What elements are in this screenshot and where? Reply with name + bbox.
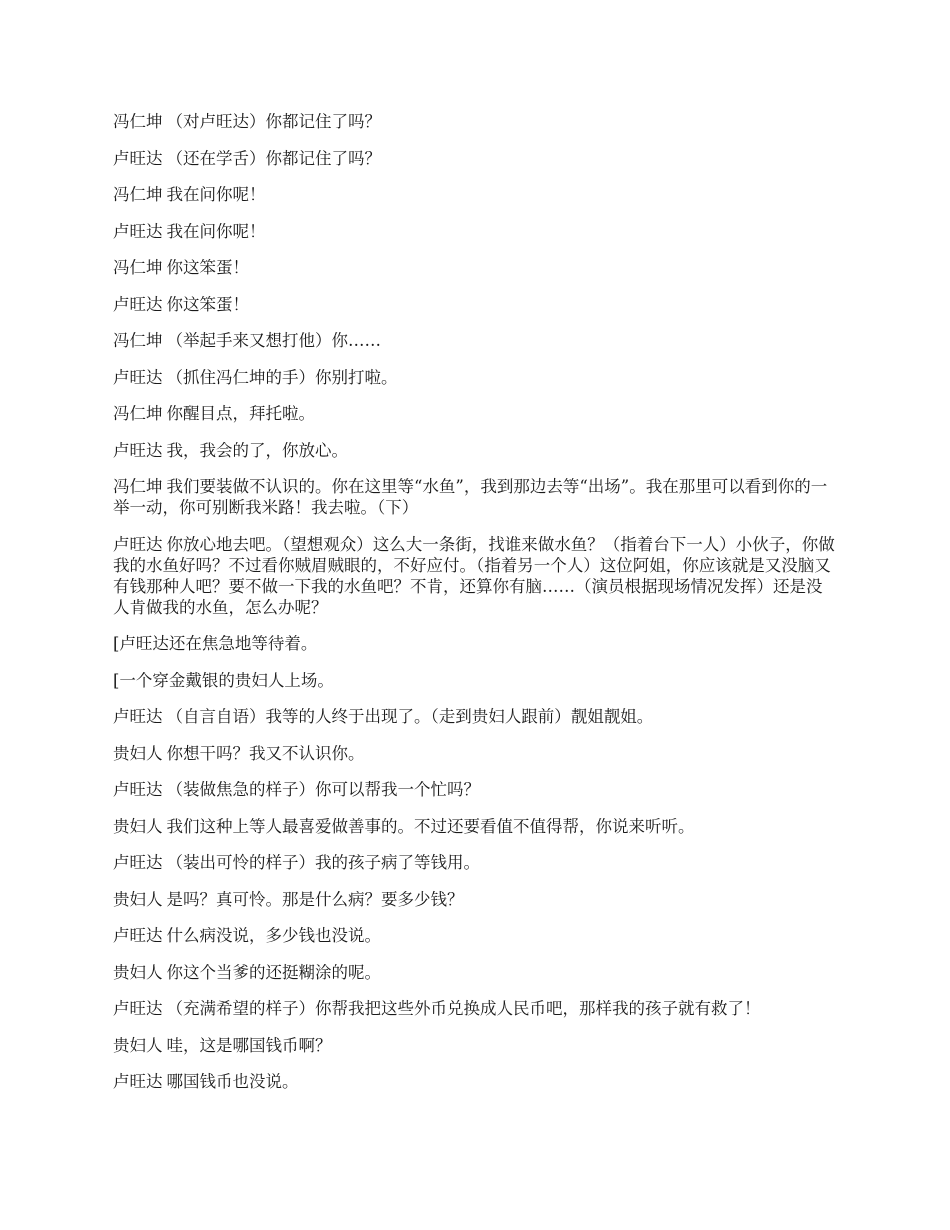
dialogue-line bbox=[113, 706, 838, 727]
dialogue-text: 你想干吗？我又不认识你。 bbox=[166, 743, 365, 763]
speaker-name: 卢旺达 bbox=[113, 367, 163, 387]
speaker-name: 卢旺达 bbox=[113, 926, 163, 945]
speaker-name: 贵妇人 bbox=[113, 1035, 163, 1055]
dialogue-line bbox=[113, 779, 838, 800]
dialogue-line bbox=[113, 852, 838, 873]
dialogue-line bbox=[113, 476, 838, 518]
dialogue-line bbox=[113, 743, 838, 764]
dialogue-text: 哪国钱币也没说。 bbox=[166, 1072, 299, 1091]
dialogue-line bbox=[113, 1071, 838, 1092]
stage-direction-text: [一个穿金戴银的贵妇人上场。 bbox=[113, 670, 334, 690]
speaker-name: 贵妇人 bbox=[113, 889, 163, 909]
speaker-name: 贵妇人 bbox=[113, 816, 163, 836]
dialogue-line bbox=[113, 816, 838, 837]
dialogue-line bbox=[113, 925, 838, 946]
dialogue-line bbox=[113, 962, 838, 983]
speaker-name: 冯仁坤 bbox=[113, 331, 163, 350]
stage-direction bbox=[113, 633, 838, 654]
dialogue-line bbox=[113, 367, 838, 388]
dialogue-text: 你醒目点，拜托啦。 bbox=[166, 404, 315, 423]
speaker-name: 卢旺达 bbox=[113, 440, 163, 460]
dialogue-text: 我，我会的了，你放心。 bbox=[166, 440, 348, 460]
dialogue-text: 我们要装做不认识的。你在这里等“水鱼”，我到那边去等“出场”。我在那里可以看到你的一举一动，你可别断我米路！我去啦。（下） bbox=[113, 477, 828, 517]
dialogue-text: 你这个当爹的还挺糊涂的呢。 bbox=[166, 962, 381, 982]
speaker-name: 冯仁坤 bbox=[113, 185, 163, 204]
dialogue-text: 你这笨蛋！ bbox=[166, 258, 249, 277]
dialogue-text: 什么病没说，多少钱也没说。 bbox=[166, 926, 381, 945]
dialogue-line bbox=[113, 257, 838, 278]
dialogue-text: （还在学舌）你都记住了吗？ bbox=[166, 148, 381, 168]
script-text bbox=[113, 111, 838, 1108]
dialogue-text: （装出可怜的样子）我的孩子病了等钱用。 bbox=[166, 853, 480, 872]
speaker-name: 冯仁坤 bbox=[113, 404, 163, 423]
dialogue-line bbox=[113, 403, 838, 424]
speaker-name: 卢旺达 bbox=[113, 294, 163, 314]
speaker-name: 冯仁坤 bbox=[113, 258, 163, 277]
dialogue-text: 我在问你呢！ bbox=[166, 221, 266, 241]
dialogue-line bbox=[113, 1035, 838, 1056]
dialogue-line bbox=[113, 221, 838, 242]
speaker-name: 卢旺达 bbox=[113, 780, 163, 799]
dialogue-text: 我在问你呢！ bbox=[166, 185, 266, 204]
dialogue-text: 我们这种上等人最喜爱做善事的。不过还要看值不值得帮，你说来听听。 bbox=[166, 816, 695, 836]
dialogue-text: （抓住冯仁坤的手）你别打啦。 bbox=[166, 367, 398, 387]
stage-direction-text: [卢旺达还在焦急地等待着。 bbox=[113, 634, 318, 653]
dialogue-text: 你放心地去吧。（望想观众）这么大一条街，找谁来做水鱼？（指着台下一人）小伙子，你做我的水鱼好吗？不过看你贼眉贼眼的，不好应付。（指着另一个人）这位阿姐，你应该就是又没脑又有钱那种人吧？要不做一下我的水鱼吧？不肯，还算你有脑……（演员根据现场情况发挥）还是没人肯做我的水鱼，怎么办呢？ bbox=[113, 534, 835, 617]
dialogue-text: 哇，这是哪国钱币啊？ bbox=[166, 1035, 332, 1055]
speaker-name: 冯仁坤 bbox=[113, 112, 163, 131]
stage-direction bbox=[113, 670, 838, 691]
dialogue-line bbox=[113, 184, 838, 205]
dialogue-line bbox=[113, 111, 838, 132]
dialogue-text: （对卢旺达）你都记住了吗？ bbox=[166, 112, 381, 131]
dialogue-text: 是吗？真可怜。那是什么病？要多少钱？ bbox=[166, 889, 464, 909]
speaker-name: 贵妇人 bbox=[113, 962, 163, 982]
dialogue-text: （自言自语）我等的人终于出现了。（走到贵妇人跟前）靓姐靓姐。 bbox=[166, 707, 654, 726]
dialogue-line bbox=[113, 889, 838, 910]
speaker-name: 冯仁坤 bbox=[113, 477, 163, 496]
speaker-name: 卢旺达 bbox=[113, 148, 163, 168]
speaker-name: 卢旺达 bbox=[113, 221, 163, 241]
dialogue-line bbox=[113, 440, 838, 461]
speaker-name: 卢旺达 bbox=[113, 999, 163, 1018]
dialogue-text: （装做焦急的样子）你可以帮我一个忙吗？ bbox=[166, 780, 480, 799]
dialogue-line bbox=[113, 294, 838, 315]
dialogue-text: （举起手来又想打他）你…… bbox=[166, 331, 381, 350]
dialogue-line bbox=[113, 998, 838, 1019]
dialogue-text: 你这笨蛋！ bbox=[166, 294, 249, 314]
dialogue-line bbox=[113, 534, 838, 618]
dialogue-text: （充满希望的样子）你帮我把这些外币兑换成人民币吧，那样我的孩子就有救了！ bbox=[166, 999, 761, 1018]
speaker-name: 卢旺达 bbox=[113, 534, 163, 554]
speaker-name: 卢旺达 bbox=[113, 853, 163, 872]
speaker-name: 卢旺达 bbox=[113, 707, 163, 726]
dialogue-line bbox=[113, 148, 838, 169]
dialogue-line bbox=[113, 330, 838, 351]
speaker-name: 卢旺达 bbox=[113, 1072, 163, 1091]
speaker-name: 贵妇人 bbox=[113, 743, 163, 763]
